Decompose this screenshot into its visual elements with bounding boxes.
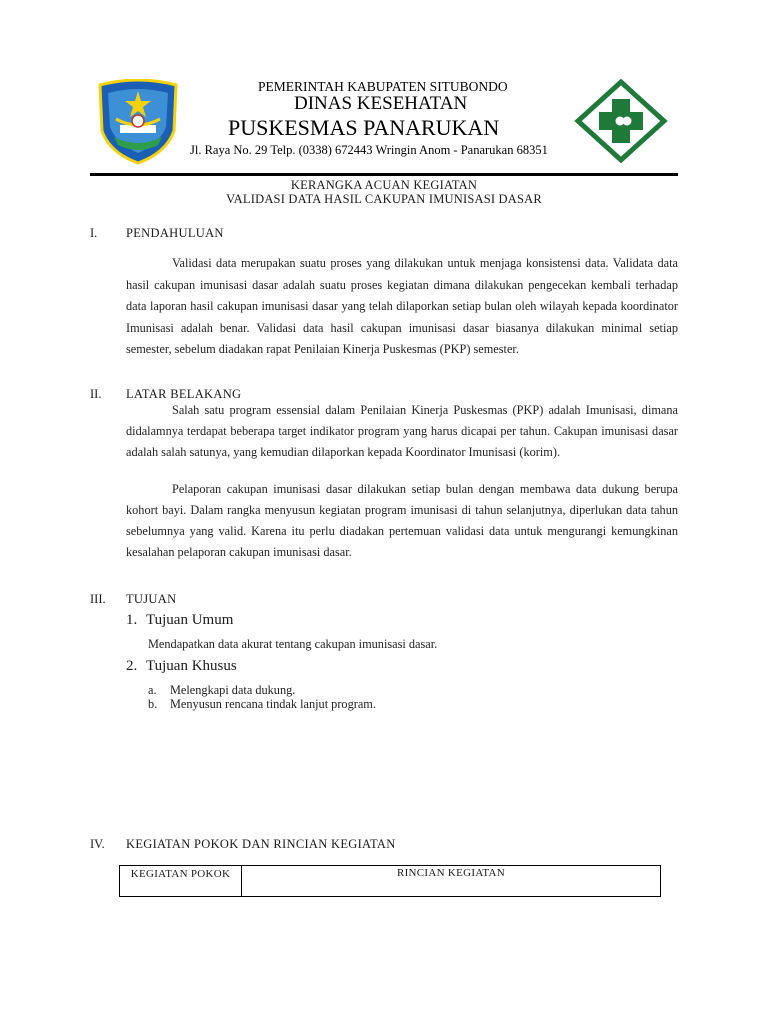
document-subtitle: VALIDASI DATA HASIL CAKUPAN IMUNISASI DASAR	[226, 192, 542, 206]
specific-objective-title: Tujuan Khusus	[146, 658, 237, 674]
section-2-number: II.	[90, 387, 102, 401]
list-item-text: Menyusun rencana tindak lanjut program.	[170, 697, 376, 711]
general-objective-title: Tujuan Umum	[146, 612, 234, 628]
section-4-number: IV.	[90, 837, 105, 851]
general-objective-heading	[126, 612, 233, 629]
section-2-title: LATAR BELAKANG	[126, 387, 242, 401]
general-objective-text: Mendapatkan data akurat tentang cakupan imunisasi dasar.	[148, 637, 438, 651]
government-name: PEMERINTAH KABUPATEN SITUBONDO	[258, 79, 508, 94]
section-1-paragraph: Validasi data merupakan suatu proses yang dilakukan untuk menjaga konsistensi data. Validata data hasil cakupan imunisasi dasar adalah suatu proses kegiatan dimana dilakukan pengecekan kembali terhadap data laporan hasil cakupan imunisasi dasar yang telah dilaporkan setiap bulan oleh wilayah kepada koordinator Imunisasi adalah benar. Validasi data hasil cakupan imunisasi dasar biasanya dilakukan minimal setiap semester, sebelum diadakan rapat Penilaian Kinerja Puskesmas (PKP) semester.	[126, 256, 678, 356]
list-item	[148, 683, 295, 698]
list-item-text: Melengkapi data dukung.	[170, 683, 296, 697]
section-2-paragraph-1: Salah satu program essensial dalam Penilaian Kinerja Puskesmas (PKP) adalah Imunisasi, dimana didalamnya terdapat beberapa target indikator program yang harus dicapai per tahun. Cakupan imunisasi dasar adalah salah satunya, yang kemudian dilaporkan kepada Koordinator Imunisasi (korim).	[126, 403, 678, 459]
list-marker: b.	[148, 697, 158, 711]
puskesmas-name: PUSKESMAS PANARUKAN	[228, 115, 500, 140]
activity-table	[119, 865, 661, 897]
table-header-main-activity: KEGIATAN POKOK	[120, 866, 242, 896]
agency-name: DINAS KESEHATAN	[294, 93, 468, 114]
address-line: Jl. Raya No. 29 Telp. (0338) 672443 Wringin Anom - Panarukan 68351	[190, 143, 548, 157]
regency-crest-logo	[96, 79, 180, 165]
section-4-title: KEGIATAN POKOK DAN RINCIAN KEGIATAN	[126, 837, 396, 851]
list-marker: a.	[148, 683, 157, 697]
table-header-activity-details: RINCIAN KEGIATAN	[396, 867, 506, 879]
section-1-number: I.	[90, 226, 98, 240]
list-item	[148, 697, 376, 712]
section-3-title: TUJUAN	[126, 592, 177, 606]
general-objective-number: 1.	[126, 612, 138, 628]
letterhead-divider	[90, 173, 678, 176]
letterhead	[92, 77, 670, 165]
section-2-paragraph-2: Pelaporan cakupan imunisasi dasar dilakukan setiap bulan dengan membawa data dukung berupa kohort bayi. Dalam rangka menyusun kegiatan program imunisasi di tahun selanjutnya, diperlukan data tahun sebelumnya yang valid. Karena itu perlu diadakan pertemuan validasi data untuk mengurangi kemungkinan kesalahan pelaporan cakupan imunisasi dasar.	[126, 482, 678, 559]
section-1-title: PENDAHULUAN	[126, 226, 224, 240]
specific-objective-heading	[126, 658, 237, 675]
specific-objective-number: 2.	[126, 658, 138, 674]
section-3-number: III.	[90, 592, 106, 606]
document-title: KERANGKA ACUAN KEGIATAN	[290, 178, 478, 192]
puskesmas-logo	[574, 79, 668, 163]
